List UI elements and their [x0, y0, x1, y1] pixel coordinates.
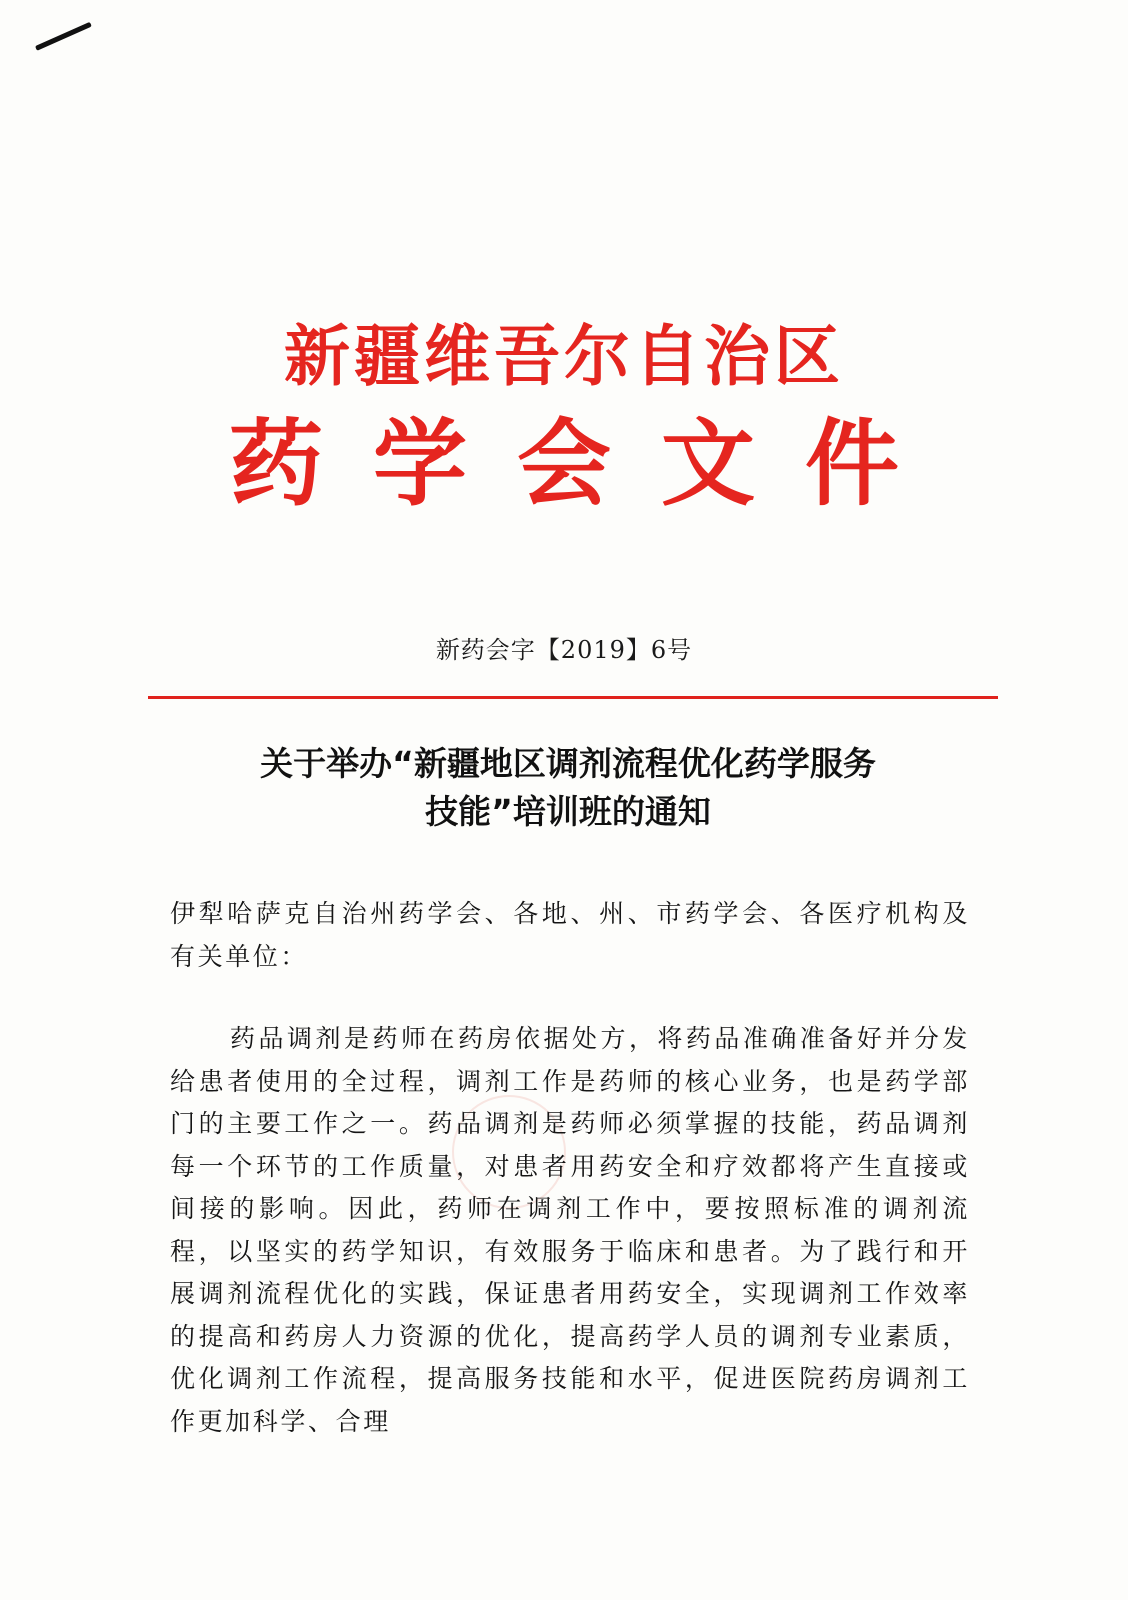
- issuer-region: 新疆维吾尔自治区: [284, 317, 844, 395]
- red-divider: [148, 696, 998, 699]
- document-number: 新药会字【2019】6号: [435, 636, 693, 664]
- pen-mark: [35, 22, 92, 51]
- body-paragraph: 药品调剂是药师在药房依据处方，将药品准确准备好并分发给患者使用的全过程，调剂工作是药师的核心业务，也是药学部门的主要工作之一。药品调剂是药师必须掌握的技能，药品调剂每一个环节的工作质量，对患者用药安全和疗效都将产生直接或间接的影响。因此，药师在调剂工作中，要按照标准的调剂流程，以坚实的药学知识，有效服务于临床和患者。为了践行和开展调剂流程优化的实践，保证患者用药安全，实现调剂工作效率的提高和药房人力资源的优化，提高药学人员的调剂专业素质，优化调剂工作流程，提高服务技能和水平，促进医院药房调剂工作更加科学、合理: [170, 1024, 970, 1436]
- notice-title-line1: 关于举办“新疆地区调剂流程优化药学服务: [260, 744, 876, 783]
- notice-title-line2: 技能”培训班的通知: [425, 792, 711, 831]
- notice-title: [150, 740, 986, 836]
- addressee: 伊犁哈萨克自治州药学会、各地、州、市药学会、各医疗机构及有关单位：: [170, 899, 970, 971]
- issuer-document-heading: 药学会文件: [228, 410, 949, 519]
